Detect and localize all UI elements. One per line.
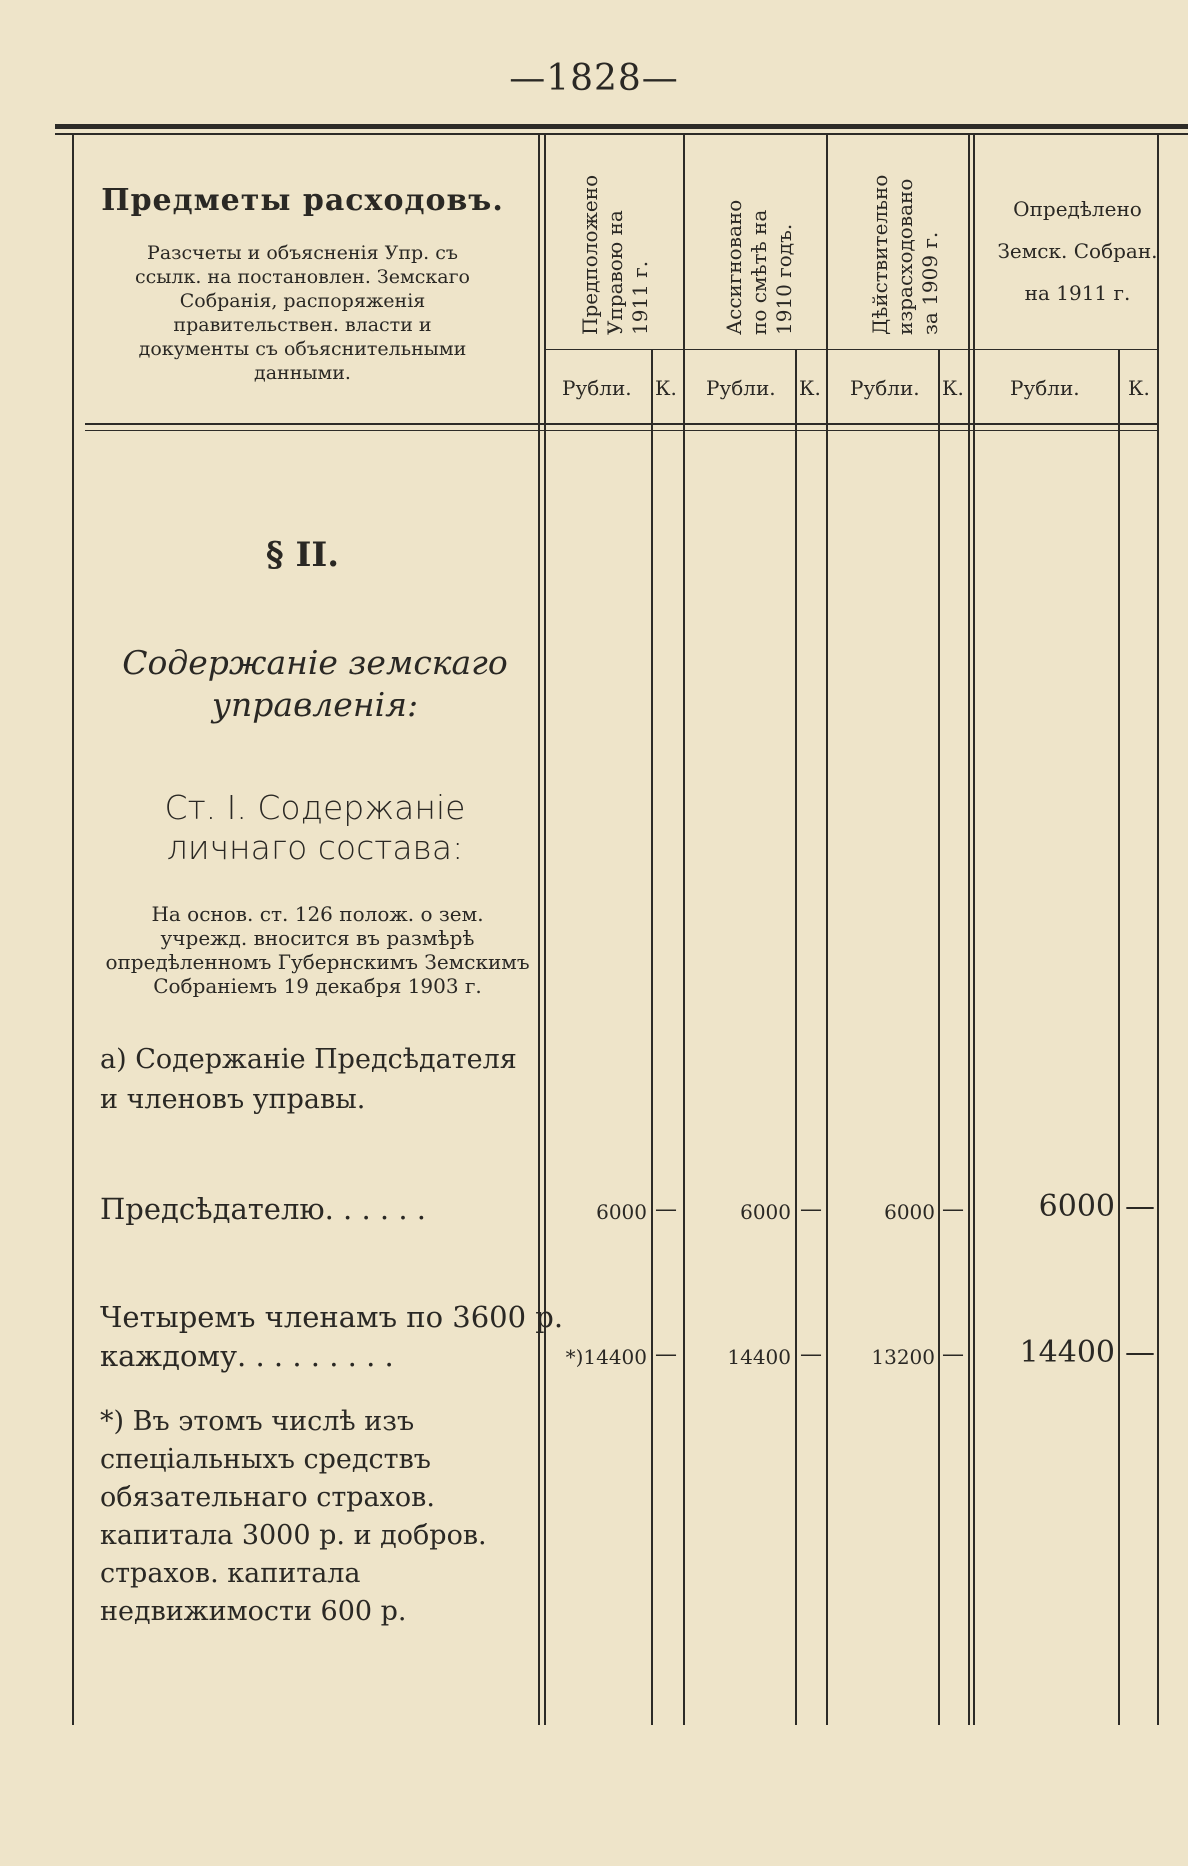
- top-rule-thin: [55, 133, 1188, 135]
- row-chairman-assigned: 6000: [740, 1200, 791, 1224]
- row-chairman-proposed-k: —: [655, 1197, 677, 1222]
- header-assigned-line2: по смѣтѣ на: [747, 209, 771, 335]
- header-determined: [975, 188, 1180, 314]
- kop-divider-5: [1118, 350, 1120, 1725]
- kop-divider-4: [938, 350, 940, 1725]
- row-members-assigned-k: —: [800, 1342, 822, 1367]
- row-members-assigned: 14400: [727, 1345, 791, 1369]
- article-basis: На основ. ст. 126 полож. о зем. учрежд. вносится въ размѣрѣ опредѣленномъ Губернскимъ Земскимъ Собраніемъ 19 декабря 1903 г.: [105, 902, 530, 998]
- row-chairman-label: Предсѣдателю. . . . . .: [100, 1192, 427, 1226]
- subitem-a: а) Содержаніе Предсѣдателя и членовъ управы.: [100, 1044, 517, 1115]
- header-subrule: [544, 349, 1157, 350]
- row-members-label-line1: Четыремъ членамъ по 3600 р.: [100, 1300, 564, 1334]
- header-bottom-rule-1: [85, 423, 1157, 425]
- header-assigned-line1: Ассигновано: [722, 199, 746, 335]
- row-chairman-proposed: 6000: [596, 1200, 647, 1224]
- section-number: § II.: [265, 535, 340, 575]
- header-determined-line2: Земск. Собран.: [997, 239, 1158, 263]
- kop-divider-2: [651, 350, 653, 1725]
- row-members-label-line2: каждому. . . . . . . . .: [100, 1339, 394, 1373]
- article-title: Ст. I. Содержаніе личнаго состава:: [164, 788, 466, 867]
- unit-kopecks-col5: К.: [1128, 376, 1150, 400]
- row-members-proposed-k: —: [655, 1342, 677, 1367]
- unit-kopecks-col2: К.: [655, 376, 677, 400]
- row-members-spent-k: —: [942, 1342, 964, 1367]
- row-chairman-assigned-k: —: [800, 1197, 822, 1222]
- header-determined-line3: на 1911 г.: [1024, 281, 1131, 305]
- section-heading: Содержаніе земскаго управленія:: [122, 643, 508, 724]
- header-bottom-rule-2: [85, 430, 1157, 431]
- unit-kopecks-col3: К.: [799, 376, 821, 400]
- header-proposed-line2: Управою на: [603, 210, 627, 335]
- col-divider-4b: [973, 135, 975, 1725]
- header-items-description: Разсчеты и объясненія Упр. съ ссылк. на постановлен. Земскаго Собранія, распоряженія правительствен. власти и документы съ объяснительными данными.: [135, 242, 470, 384]
- header-spent-line2: израсходовано: [893, 178, 917, 335]
- footnote: *) Въ этомъ числѣ изъ спеціальныхъ средствъ обязательнаго страхов. капитала 3000 р. и добров. страхов. капитала недвижимости 600 р.: [100, 1406, 487, 1627]
- row-chairman-spent: 6000: [884, 1200, 935, 1224]
- header-spent-line3: за 1909 г.: [918, 231, 942, 335]
- row-members-proposed: *)14400: [565, 1345, 647, 1369]
- header-proposed-line3: 1911 г.: [628, 260, 652, 335]
- row-chairman-spent-k: —: [942, 1197, 964, 1222]
- table-left-border: [72, 135, 74, 1725]
- page-number: —1828—: [509, 58, 679, 99]
- header-proposed-line1: Предположено: [578, 174, 602, 335]
- top-rule-thick: [55, 124, 1188, 129]
- row-chairman-determined: 6000: [1038, 1189, 1115, 1224]
- header-spent-line1: Дѣйствительно: [868, 174, 892, 335]
- unit-rubles-col5: Рубли.: [1010, 376, 1080, 400]
- row-members-spent: 13200: [871, 1345, 935, 1369]
- kop-divider-3: [795, 350, 797, 1725]
- col-divider-2: [683, 135, 685, 1725]
- unit-rubles-col2: Рубли.: [562, 376, 632, 400]
- unit-rubles-col3: Рубли.: [706, 376, 776, 400]
- header-assigned-line3: 1910 годъ.: [772, 223, 796, 335]
- row-members-determined-k: —: [1125, 1335, 1155, 1370]
- unit-rubles-col4: Рубли.: [850, 376, 920, 400]
- col-divider-3: [826, 135, 828, 1725]
- row-chairman-determined-k: —: [1125, 1189, 1155, 1224]
- unit-kopecks-col4: К.: [942, 376, 964, 400]
- col-divider-1b: [544, 135, 546, 1725]
- table-right-border: [1157, 135, 1159, 1725]
- col-divider-4a: [968, 135, 970, 1725]
- header-determined-line1: Опредѣлено: [1013, 197, 1142, 221]
- header-items-title: Предметы расходовъ.: [101, 183, 504, 218]
- row-members-determined: 14400: [1019, 1335, 1115, 1370]
